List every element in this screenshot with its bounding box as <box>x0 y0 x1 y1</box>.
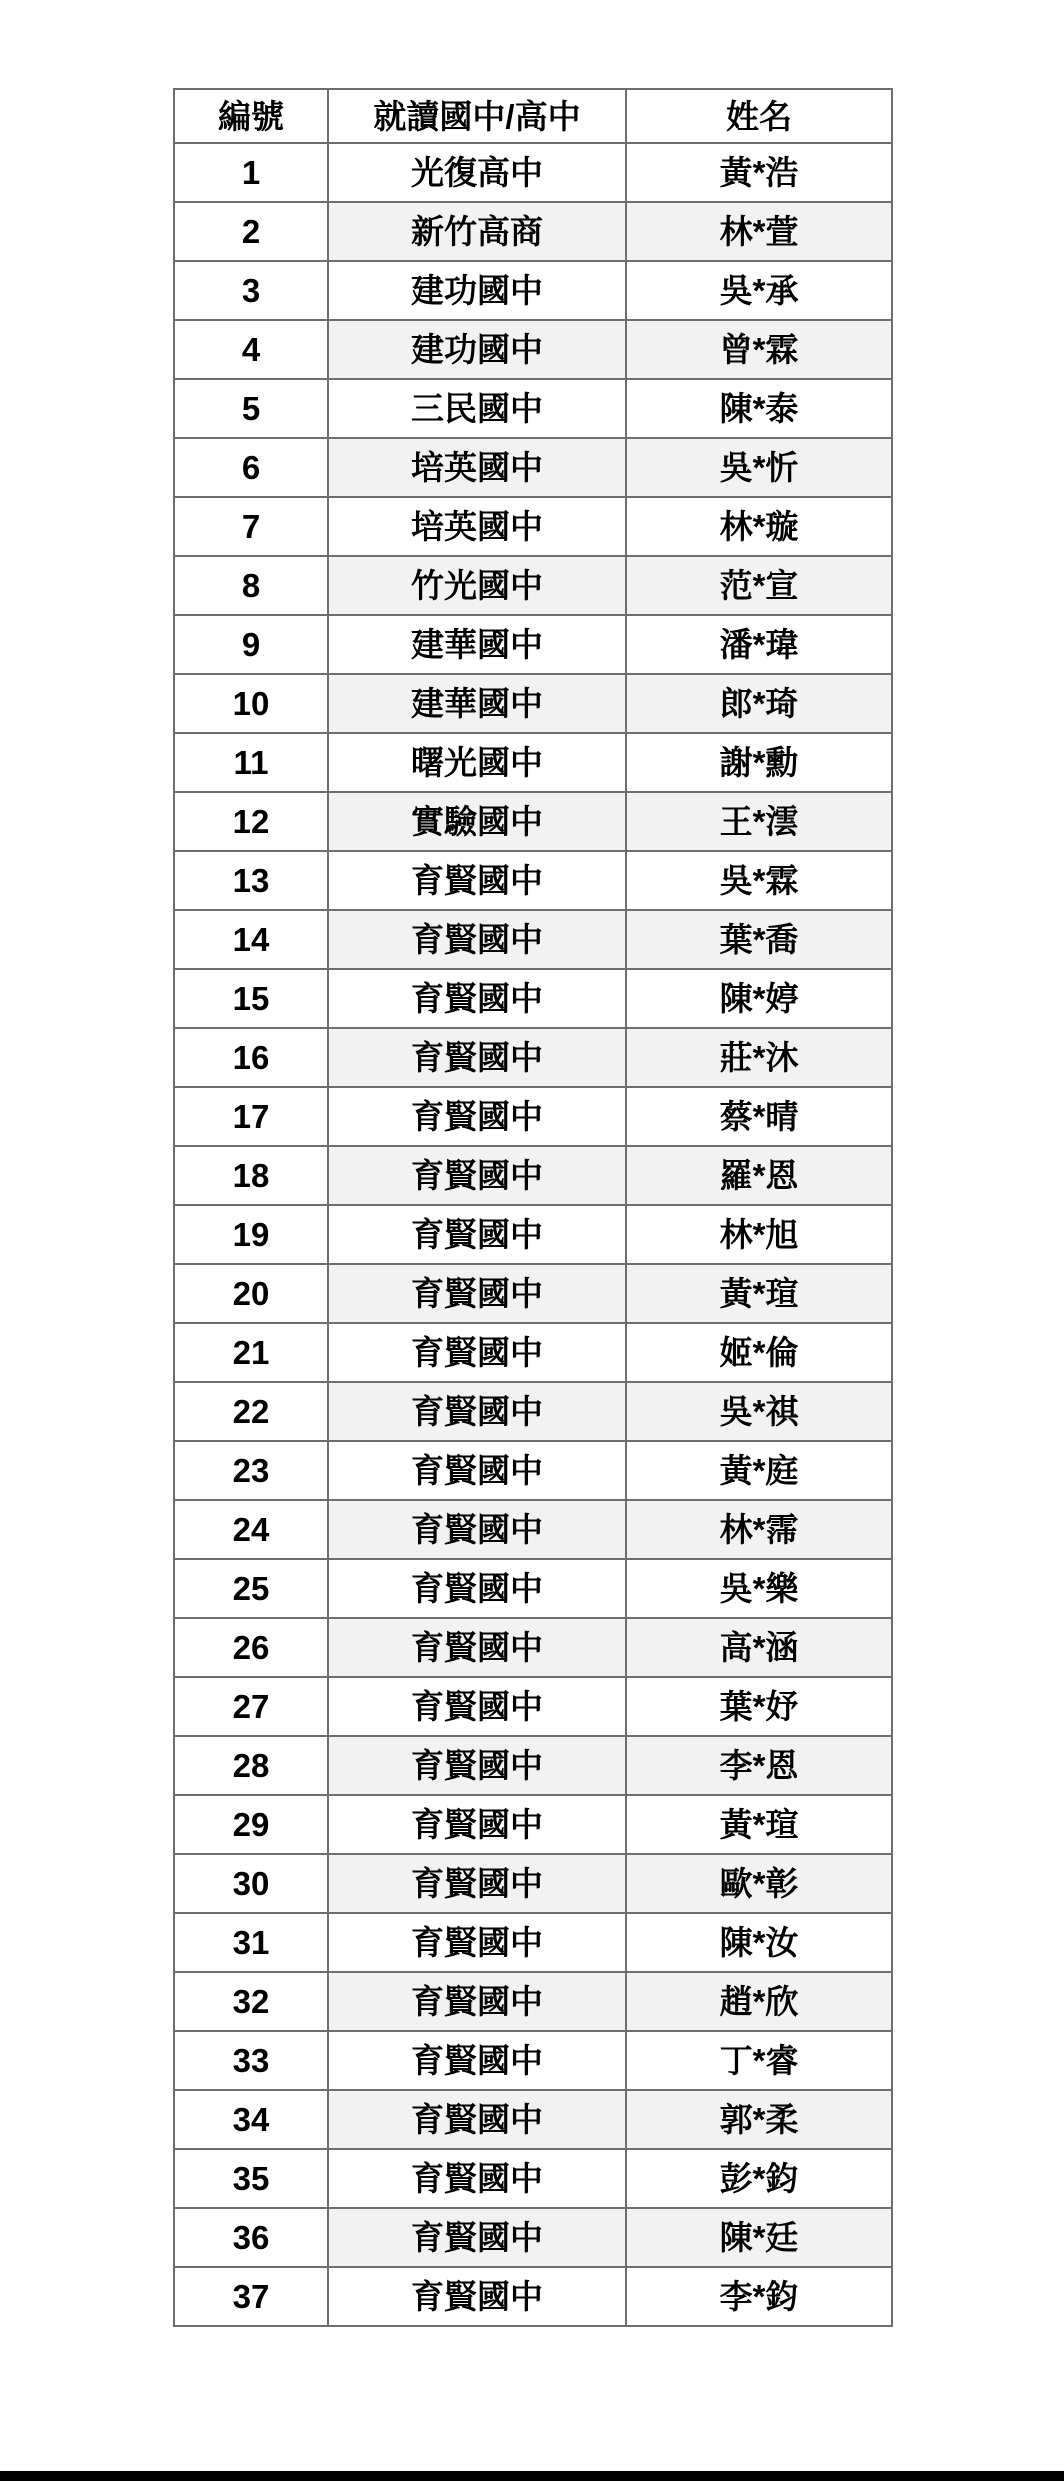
screen-bottom-bar <box>0 2471 1064 2481</box>
table-row <box>174 674 892 733</box>
cell-school: 新竹高商 <box>328 202 626 261</box>
cell-name: 黃*庭 <box>626 1441 892 1500</box>
cell-school: 育賢國中 <box>328 1323 626 1382</box>
cell-number: 37 <box>174 2267 328 2326</box>
table-row <box>174 1323 892 1382</box>
cell-name: 林*璇 <box>626 497 892 556</box>
cell-number: 10 <box>174 674 328 733</box>
cell-school: 培英國中 <box>328 438 626 497</box>
cell-number: 13 <box>174 851 328 910</box>
cell-name: 李*鈞 <box>626 2267 892 2326</box>
cell-school: 建華國中 <box>328 674 626 733</box>
cell-school: 育賢國中 <box>328 2090 626 2149</box>
table-row <box>174 1028 892 1087</box>
cell-number: 36 <box>174 2208 328 2267</box>
cell-school: 育賢國中 <box>328 910 626 969</box>
cell-number: 8 <box>174 556 328 615</box>
table-row <box>174 261 892 320</box>
table-row <box>174 1559 892 1618</box>
table-row <box>174 497 892 556</box>
cell-number: 1 <box>174 143 328 202</box>
cell-name: 郭*柔 <box>626 2090 892 2149</box>
cell-name: 黃*瑄 <box>626 1795 892 1854</box>
cell-name: 羅*恩 <box>626 1146 892 1205</box>
cell-name: 吳*祺 <box>626 1382 892 1441</box>
cell-school: 育賢國中 <box>328 1264 626 1323</box>
cell-number: 22 <box>174 1382 328 1441</box>
table-row <box>174 556 892 615</box>
roster-table-body <box>174 143 892 2326</box>
cell-number: 27 <box>174 1677 328 1736</box>
table-row <box>174 1205 892 1264</box>
cell-name: 林*旭 <box>626 1205 892 1264</box>
cell-number: 5 <box>174 379 328 438</box>
cell-name: 潘*瑋 <box>626 615 892 674</box>
cell-name: 姬*倫 <box>626 1323 892 1382</box>
table-row <box>174 202 892 261</box>
table-row <box>174 1795 892 1854</box>
cell-name: 歐*彰 <box>626 1854 892 1913</box>
cell-number: 3 <box>174 261 328 320</box>
table-row <box>174 1618 892 1677</box>
cell-number: 15 <box>174 969 328 1028</box>
cell-name: 陳*廷 <box>626 2208 892 2267</box>
table-row <box>174 379 892 438</box>
cell-number: 23 <box>174 1441 328 1500</box>
cell-number: 17 <box>174 1087 328 1146</box>
cell-school: 育賢國中 <box>328 1795 626 1854</box>
cell-name: 李*恩 <box>626 1736 892 1795</box>
cell-school: 育賢國中 <box>328 1441 626 1500</box>
cell-number: 7 <box>174 497 328 556</box>
table-row <box>174 1500 892 1559</box>
table-row <box>174 969 892 1028</box>
table-row <box>174 1146 892 1205</box>
cell-name: 黃*瑄 <box>626 1264 892 1323</box>
cell-school: 育賢國中 <box>328 969 626 1028</box>
cell-name: 范*宣 <box>626 556 892 615</box>
table-row <box>174 1677 892 1736</box>
table-row <box>174 1854 892 1913</box>
cell-name: 葉*妤 <box>626 1677 892 1736</box>
cell-number: 21 <box>174 1323 328 1382</box>
cell-name: 黃*浩 <box>626 143 892 202</box>
cell-name: 吳*承 <box>626 261 892 320</box>
table-row <box>174 2267 892 2326</box>
cell-number: 16 <box>174 1028 328 1087</box>
cell-school: 育賢國中 <box>328 1382 626 1441</box>
cell-number: 18 <box>174 1146 328 1205</box>
table-row <box>174 910 892 969</box>
cell-name: 陳*泰 <box>626 379 892 438</box>
cell-school: 育賢國中 <box>328 2031 626 2090</box>
cell-number: 25 <box>174 1559 328 1618</box>
table-row <box>174 1972 892 2031</box>
table-row <box>174 1913 892 1972</box>
cell-school: 育賢國中 <box>328 1913 626 1972</box>
cell-name: 莊*沐 <box>626 1028 892 1087</box>
cell-school: 建功國中 <box>328 320 626 379</box>
table-row <box>174 733 892 792</box>
cell-name: 曾*霖 <box>626 320 892 379</box>
table-row <box>174 1264 892 1323</box>
cell-school: 育賢國中 <box>328 851 626 910</box>
cell-school: 曙光國中 <box>328 733 626 792</box>
cell-name: 林*霈 <box>626 1500 892 1559</box>
cell-number: 9 <box>174 615 328 674</box>
cell-school: 培英國中 <box>328 497 626 556</box>
table-row <box>174 615 892 674</box>
cell-school: 育賢國中 <box>328 1972 626 2031</box>
cell-name: 吳*樂 <box>626 1559 892 1618</box>
cell-school: 實驗國中 <box>328 792 626 851</box>
cell-name: 趙*欣 <box>626 1972 892 2031</box>
table-row <box>174 2149 892 2208</box>
cell-number: 26 <box>174 1618 328 1677</box>
cell-school: 育賢國中 <box>328 2149 626 2208</box>
cell-name: 林*萱 <box>626 202 892 261</box>
cell-school: 育賢國中 <box>328 1559 626 1618</box>
header-row <box>174 89 892 143</box>
cell-name: 彭*鈞 <box>626 2149 892 2208</box>
cell-name: 郎*琦 <box>626 674 892 733</box>
table-row <box>174 438 892 497</box>
cell-school: 育賢國中 <box>328 1146 626 1205</box>
cell-name: 高*涵 <box>626 1618 892 1677</box>
cell-number: 30 <box>174 1854 328 1913</box>
cell-name: 吳*霖 <box>626 851 892 910</box>
cell-number: 31 <box>174 1913 328 1972</box>
table-row <box>174 851 892 910</box>
cell-name: 陳*汝 <box>626 1913 892 1972</box>
table-row <box>174 1087 892 1146</box>
roster-table-container <box>173 88 893 2327</box>
header-name: 姓名 <box>626 89 892 143</box>
cell-school: 光復高中 <box>328 143 626 202</box>
header-school: 就讀國中/高中 <box>328 89 626 143</box>
cell-name: 陳*婷 <box>626 969 892 1028</box>
cell-name: 王*澐 <box>626 792 892 851</box>
table-row <box>174 143 892 202</box>
cell-number: 28 <box>174 1736 328 1795</box>
table-row <box>174 2090 892 2149</box>
cell-number: 24 <box>174 1500 328 1559</box>
cell-school: 育賢國中 <box>328 1677 626 1736</box>
cell-school: 建功國中 <box>328 261 626 320</box>
cell-name: 蔡*晴 <box>626 1087 892 1146</box>
cell-number: 20 <box>174 1264 328 1323</box>
cell-number: 32 <box>174 1972 328 2031</box>
table-row <box>174 2031 892 2090</box>
cell-school: 育賢國中 <box>328 2208 626 2267</box>
cell-number: 19 <box>174 1205 328 1264</box>
cell-number: 35 <box>174 2149 328 2208</box>
cell-number: 12 <box>174 792 328 851</box>
cell-number: 33 <box>174 2031 328 2090</box>
table-row <box>174 1441 892 1500</box>
cell-school: 竹光國中 <box>328 556 626 615</box>
table-row <box>174 320 892 379</box>
cell-name: 丁*睿 <box>626 2031 892 2090</box>
cell-school: 育賢國中 <box>328 1500 626 1559</box>
header-number: 編號 <box>174 89 328 143</box>
cell-name: 吳*忻 <box>626 438 892 497</box>
cell-name: 葉*喬 <box>626 910 892 969</box>
cell-number: 6 <box>174 438 328 497</box>
cell-school: 育賢國中 <box>328 1854 626 1913</box>
cell-number: 14 <box>174 910 328 969</box>
cell-school: 三民國中 <box>328 379 626 438</box>
table-row <box>174 1736 892 1795</box>
cell-school: 育賢國中 <box>328 1205 626 1264</box>
cell-number: 29 <box>174 1795 328 1854</box>
cell-number: 34 <box>174 2090 328 2149</box>
cell-number: 2 <box>174 202 328 261</box>
cell-school: 育賢國中 <box>328 1087 626 1146</box>
table-row <box>174 792 892 851</box>
cell-number: 4 <box>174 320 328 379</box>
cell-school: 育賢國中 <box>328 1736 626 1795</box>
cell-school: 育賢國中 <box>328 1618 626 1677</box>
cell-school: 育賢國中 <box>328 2267 626 2326</box>
cell-number: 11 <box>174 733 328 792</box>
cell-school: 建華國中 <box>328 615 626 674</box>
cell-name: 謝*勳 <box>626 733 892 792</box>
table-row <box>174 2208 892 2267</box>
table-row <box>174 1382 892 1441</box>
cell-school: 育賢國中 <box>328 1028 626 1087</box>
roster-table <box>173 88 893 2327</box>
